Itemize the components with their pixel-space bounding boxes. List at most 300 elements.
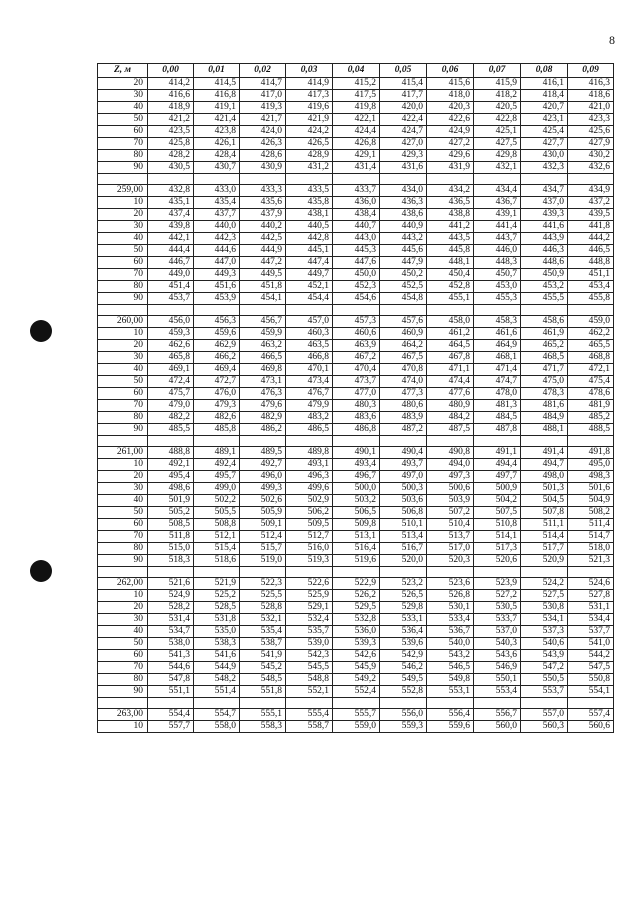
value-cell: 422,6	[427, 114, 474, 126]
empty-cell	[427, 436, 474, 447]
value-cell: 424,0	[240, 126, 286, 138]
value-cell: 426,3	[240, 138, 286, 150]
value-cell: 515,0	[148, 543, 194, 555]
value-cell: 555,4	[286, 709, 333, 721]
value-cell: 432,1	[474, 162, 521, 174]
value-cell: 493,1	[286, 459, 333, 471]
value-cell: 488,8	[148, 447, 194, 459]
value-cell: 510,8	[474, 519, 521, 531]
value-cell: 528,8	[240, 602, 286, 614]
value-cell: 529,1	[286, 602, 333, 614]
value-cell: 476,3	[240, 388, 286, 400]
value-cell: 425,8	[148, 138, 194, 150]
value-cell: 557,7	[148, 721, 194, 733]
empty-cell	[333, 436, 380, 447]
value-cell: 508,2	[568, 507, 614, 519]
value-cell: 523,2	[380, 578, 427, 590]
value-cell: 495,4	[148, 471, 194, 483]
value-cell: 480,3	[333, 400, 380, 412]
value-cell: 560,0	[474, 721, 521, 733]
value-cell: 515,4	[194, 543, 240, 555]
value-cell: 432,8	[148, 185, 194, 197]
value-cell: 467,5	[380, 352, 427, 364]
value-cell: 498,0	[521, 471, 568, 483]
value-cell: 441,8	[568, 221, 614, 233]
value-cell: 476,7	[286, 388, 333, 400]
value-cell: 519,6	[333, 555, 380, 567]
value-cell: 436,7	[474, 197, 521, 209]
table-row	[98, 614, 614, 626]
value-cell: 435,1	[148, 197, 194, 209]
value-cell: 465,2	[521, 340, 568, 352]
value-cell: 548,2	[194, 674, 240, 686]
value-cell: 540,0	[427, 638, 474, 650]
value-cell: 520,3	[427, 555, 474, 567]
empty-cell	[194, 436, 240, 447]
table-row	[98, 197, 614, 209]
value-cell: 440,7	[333, 221, 380, 233]
value-cell: 471,4	[474, 364, 521, 376]
value-cell: 418,0	[427, 90, 474, 102]
value-cell: 439,5	[568, 209, 614, 221]
value-cell: 466,2	[194, 352, 240, 364]
value-cell: 466,8	[286, 352, 333, 364]
value-cell: 464,5	[427, 340, 474, 352]
value-cell: 549,2	[333, 674, 380, 686]
elevation-cell: 50	[98, 245, 148, 257]
value-cell: 556,4	[427, 709, 474, 721]
value-cell: 445,1	[286, 245, 333, 257]
value-cell: 424,4	[333, 126, 380, 138]
elevation-cell: 10	[98, 328, 148, 340]
elevation-cell: 50	[98, 507, 148, 519]
value-cell: 428,9	[286, 150, 333, 162]
value-cell: 486,8	[333, 424, 380, 436]
value-cell: 462,2	[568, 328, 614, 340]
value-cell: 435,6	[240, 197, 286, 209]
elevation-cell: 80	[98, 150, 148, 162]
value-cell: 528,2	[148, 602, 194, 614]
table-row	[98, 388, 614, 400]
table-row	[98, 412, 614, 424]
value-cell: 511,4	[568, 519, 614, 531]
elevation-cell: 80	[98, 412, 148, 424]
value-cell: 547,2	[521, 662, 568, 674]
value-cell: 467,2	[333, 352, 380, 364]
value-cell: 464,9	[474, 340, 521, 352]
value-cell: 505,2	[148, 507, 194, 519]
table-row	[98, 400, 614, 412]
value-cell: 478,3	[521, 388, 568, 400]
value-cell: 434,9	[568, 185, 614, 197]
value-cell: 546,2	[380, 662, 427, 674]
value-cell: 536,0	[333, 626, 380, 638]
value-cell: 477,0	[333, 388, 380, 400]
value-cell: 496,0	[240, 471, 286, 483]
value-cell: 486,2	[240, 424, 286, 436]
value-cell: 529,5	[333, 602, 380, 614]
value-cell: 424,2	[286, 126, 333, 138]
value-cell: 514,7	[568, 531, 614, 543]
value-cell: 454,1	[240, 293, 286, 305]
elevation-cell: 260,00	[98, 316, 148, 328]
value-cell: 440,2	[240, 221, 286, 233]
value-cell: 480,9	[427, 400, 474, 412]
value-cell: 545,9	[333, 662, 380, 674]
empty-cell	[521, 174, 568, 185]
value-cell: 447,2	[240, 257, 286, 269]
value-cell: 495,0	[568, 459, 614, 471]
value-cell: 449,0	[148, 269, 194, 281]
value-cell: 560,3	[521, 721, 568, 733]
value-cell: 540,3	[474, 638, 521, 650]
value-cell: 430,2	[568, 150, 614, 162]
value-cell: 525,5	[240, 590, 286, 602]
empty-cell	[98, 305, 148, 316]
value-cell: 530,5	[474, 602, 521, 614]
value-cell: 542,3	[286, 650, 333, 662]
value-cell: 484,9	[521, 412, 568, 424]
table-row	[98, 281, 614, 293]
value-cell: 509,8	[333, 519, 380, 531]
value-cell: 415,4	[380, 78, 427, 90]
elevation-cell: 50	[98, 638, 148, 650]
value-cell: 461,6	[474, 328, 521, 340]
value-cell: 521,6	[148, 578, 194, 590]
value-cell: 477,3	[380, 388, 427, 400]
elevation-cell: 262,00	[98, 578, 148, 590]
value-cell: 414,9	[286, 78, 333, 90]
column-header: 0,02	[240, 64, 286, 78]
elevation-cell: 60	[98, 388, 148, 400]
value-cell: 461,2	[427, 328, 474, 340]
elevation-cell: 10	[98, 459, 148, 471]
elevation-cell: 70	[98, 138, 148, 150]
value-cell: 460,3	[286, 328, 333, 340]
value-cell: 415,9	[474, 78, 521, 90]
value-cell: 460,9	[380, 328, 427, 340]
value-cell: 537,3	[521, 626, 568, 638]
value-cell: 479,9	[286, 400, 333, 412]
value-cell: 558,0	[194, 721, 240, 733]
value-cell: 512,1	[194, 531, 240, 543]
value-cell: 519,0	[240, 555, 286, 567]
value-cell: 432,6	[568, 162, 614, 174]
value-cell: 452,1	[286, 281, 333, 293]
value-cell: 517,0	[427, 543, 474, 555]
value-cell: 419,3	[240, 102, 286, 114]
empty-cell	[194, 174, 240, 185]
value-cell: 501,6	[568, 483, 614, 495]
value-cell: 509,1	[240, 519, 286, 531]
value-cell: 553,1	[427, 686, 474, 698]
value-cell: 513,4	[380, 531, 427, 543]
value-cell: 449,3	[194, 269, 240, 281]
elevation-cell: 70	[98, 662, 148, 674]
value-cell: 427,7	[521, 138, 568, 150]
table-row	[98, 185, 614, 197]
value-cell: 439,1	[474, 209, 521, 221]
value-cell: 556,0	[380, 709, 427, 721]
value-cell: 552,8	[380, 686, 427, 698]
table-row	[98, 495, 614, 507]
value-cell: 527,8	[568, 590, 614, 602]
value-cell: 425,6	[568, 126, 614, 138]
value-cell: 450,0	[333, 269, 380, 281]
value-cell: 459,9	[240, 328, 286, 340]
table-row	[98, 126, 614, 138]
value-cell: 506,2	[286, 507, 333, 519]
value-cell: 552,1	[286, 686, 333, 698]
table-row	[98, 233, 614, 245]
value-cell: 516,7	[380, 543, 427, 555]
value-cell: 434,2	[427, 185, 474, 197]
block-separator-row	[98, 698, 614, 709]
elevation-cell: 261,00	[98, 447, 148, 459]
value-cell: 487,2	[380, 424, 427, 436]
value-cell: 499,3	[240, 483, 286, 495]
elevation-cell: 50	[98, 376, 148, 388]
empty-cell	[380, 174, 427, 185]
value-cell: 550,5	[521, 674, 568, 686]
elevation-cell: 40	[98, 364, 148, 376]
value-cell: 539,6	[380, 638, 427, 650]
empty-cell	[240, 174, 286, 185]
value-cell: 554,4	[148, 709, 194, 721]
value-cell: 538,7	[240, 638, 286, 650]
table-row	[98, 650, 614, 662]
value-cell: 434,7	[521, 185, 568, 197]
value-cell: 418,2	[474, 90, 521, 102]
table-row	[98, 150, 614, 162]
value-cell: 429,1	[333, 150, 380, 162]
value-cell: 454,8	[380, 293, 427, 305]
value-cell: 490,4	[380, 447, 427, 459]
value-cell: 513,7	[427, 531, 474, 543]
value-cell: 516,0	[286, 543, 333, 555]
value-cell: 422,1	[333, 114, 380, 126]
value-cell: 490,1	[333, 447, 380, 459]
value-cell: 501,3	[521, 483, 568, 495]
value-cell: 541,3	[148, 650, 194, 662]
table-row	[98, 245, 614, 257]
value-cell: 432,3	[521, 162, 568, 174]
value-cell: 523,9	[474, 578, 521, 590]
value-cell: 471,1	[427, 364, 474, 376]
value-cell: 512,4	[240, 531, 286, 543]
table-row	[98, 221, 614, 233]
value-cell: 456,7	[240, 316, 286, 328]
value-cell: 546,5	[427, 662, 474, 674]
value-cell: 420,0	[380, 102, 427, 114]
empty-cell	[521, 436, 568, 447]
table-row	[98, 102, 614, 114]
value-cell: 539,3	[333, 638, 380, 650]
value-cell: 455,8	[568, 293, 614, 305]
empty-cell	[427, 698, 474, 709]
value-cell: 479,6	[240, 400, 286, 412]
value-cell: 438,8	[427, 209, 474, 221]
value-cell: 502,6	[240, 495, 286, 507]
value-cell: 448,8	[568, 257, 614, 269]
value-cell: 509,5	[286, 519, 333, 531]
elevation-cell: 60	[98, 257, 148, 269]
value-cell: 474,4	[427, 376, 474, 388]
value-cell: 470,8	[380, 364, 427, 376]
value-cell: 469,8	[240, 364, 286, 376]
value-cell: 440,9	[380, 221, 427, 233]
value-cell: 449,7	[286, 269, 333, 281]
elevation-cell: 40	[98, 102, 148, 114]
value-cell: 503,9	[427, 495, 474, 507]
value-cell: 485,8	[194, 424, 240, 436]
table-row	[98, 721, 614, 733]
empty-cell	[333, 567, 380, 578]
value-cell: 515,7	[240, 543, 286, 555]
value-cell: 553,4	[474, 686, 521, 698]
value-cell: 527,2	[474, 590, 521, 602]
value-cell: 462,6	[148, 340, 194, 352]
value-cell: 548,8	[286, 674, 333, 686]
table-body	[98, 78, 614, 733]
value-cell: 472,4	[148, 376, 194, 388]
value-cell: 520,6	[474, 555, 521, 567]
value-cell: 436,5	[427, 197, 474, 209]
value-cell: 530,1	[427, 602, 474, 614]
value-cell: 419,1	[194, 102, 240, 114]
punch-hole	[30, 320, 52, 342]
value-cell: 549,5	[380, 674, 427, 686]
empty-cell	[474, 436, 521, 447]
empty-cell	[474, 698, 521, 709]
empty-cell	[194, 567, 240, 578]
empty-cell	[240, 436, 286, 447]
value-cell: 537,7	[568, 626, 614, 638]
value-cell: 482,2	[148, 412, 194, 424]
value-cell: 456,3	[194, 316, 240, 328]
value-cell: 550,1	[474, 674, 521, 686]
empty-cell	[380, 305, 427, 316]
value-cell: 511,1	[521, 519, 568, 531]
value-cell: 479,3	[194, 400, 240, 412]
value-cell: 427,5	[474, 138, 521, 150]
elevation-cell: 90	[98, 555, 148, 567]
column-header: 0,04	[333, 64, 380, 78]
value-cell: 451,8	[240, 281, 286, 293]
value-cell: 507,2	[427, 507, 474, 519]
value-cell: 427,9	[568, 138, 614, 150]
value-cell: 437,2	[568, 197, 614, 209]
value-cell: 500,9	[474, 483, 521, 495]
value-cell: 520,0	[380, 555, 427, 567]
table-row	[98, 709, 614, 721]
elevation-cell: 10	[98, 590, 148, 602]
value-cell: 453,4	[568, 281, 614, 293]
value-cell: 558,3	[240, 721, 286, 733]
value-cell: 445,3	[333, 245, 380, 257]
value-cell: 466,5	[240, 352, 286, 364]
elevation-cell: 60	[98, 126, 148, 138]
value-cell: 455,3	[474, 293, 521, 305]
value-cell: 458,3	[474, 316, 521, 328]
value-cell: 498,6	[148, 483, 194, 495]
table-row	[98, 543, 614, 555]
table-row	[98, 257, 614, 269]
value-cell: 430,0	[521, 150, 568, 162]
table-row	[98, 507, 614, 519]
table-row	[98, 662, 614, 674]
value-cell: 535,0	[194, 626, 240, 638]
value-cell: 465,8	[148, 352, 194, 364]
value-cell: 437,4	[148, 209, 194, 221]
value-cell: 533,4	[427, 614, 474, 626]
value-cell: 525,2	[194, 590, 240, 602]
elevation-cell: 50	[98, 114, 148, 126]
table-row	[98, 162, 614, 174]
value-cell: 526,5	[380, 590, 427, 602]
value-cell: 500,3	[380, 483, 427, 495]
table-row	[98, 459, 614, 471]
value-cell: 497,0	[380, 471, 427, 483]
value-cell: 471,7	[521, 364, 568, 376]
value-cell: 453,2	[521, 281, 568, 293]
value-cell: 423,5	[148, 126, 194, 138]
value-cell: 523,6	[427, 578, 474, 590]
value-cell: 531,1	[568, 602, 614, 614]
value-cell: 491,1	[474, 447, 521, 459]
value-cell: 427,2	[427, 138, 474, 150]
value-cell: 558,7	[286, 721, 333, 733]
punch-hole	[30, 560, 52, 582]
table-row	[98, 293, 614, 305]
value-cell: 429,6	[427, 150, 474, 162]
table-row	[98, 686, 614, 698]
empty-cell	[98, 698, 148, 709]
elevation-cell: 10	[98, 197, 148, 209]
value-cell: 476,0	[194, 388, 240, 400]
value-cell: 475,7	[148, 388, 194, 400]
value-cell: 457,0	[286, 316, 333, 328]
table-row	[98, 638, 614, 650]
empty-cell	[380, 567, 427, 578]
empty-cell	[427, 305, 474, 316]
elevation-cell: 20	[98, 602, 148, 614]
value-cell: 522,3	[240, 578, 286, 590]
value-cell: 511,8	[148, 531, 194, 543]
value-cell: 538,0	[148, 638, 194, 650]
value-cell: 539,0	[286, 638, 333, 650]
value-cell: 436,3	[380, 197, 427, 209]
value-cell: 473,4	[286, 376, 333, 388]
table-row	[98, 316, 614, 328]
value-cell: 483,6	[333, 412, 380, 424]
value-cell: 518,6	[194, 555, 240, 567]
value-cell: 500,6	[427, 483, 474, 495]
value-cell: 483,9	[380, 412, 427, 424]
column-header: 0,05	[380, 64, 427, 78]
value-cell: 440,0	[194, 221, 240, 233]
value-cell: 459,3	[148, 328, 194, 340]
value-cell: 436,0	[333, 197, 380, 209]
value-cell: 535,4	[240, 626, 286, 638]
value-cell: 447,6	[333, 257, 380, 269]
value-cell: 431,9	[427, 162, 474, 174]
value-cell: 534,1	[521, 614, 568, 626]
empty-cell	[333, 698, 380, 709]
value-cell: 549,8	[427, 674, 474, 686]
value-cell: 416,1	[521, 78, 568, 90]
value-cell: 414,7	[240, 78, 286, 90]
